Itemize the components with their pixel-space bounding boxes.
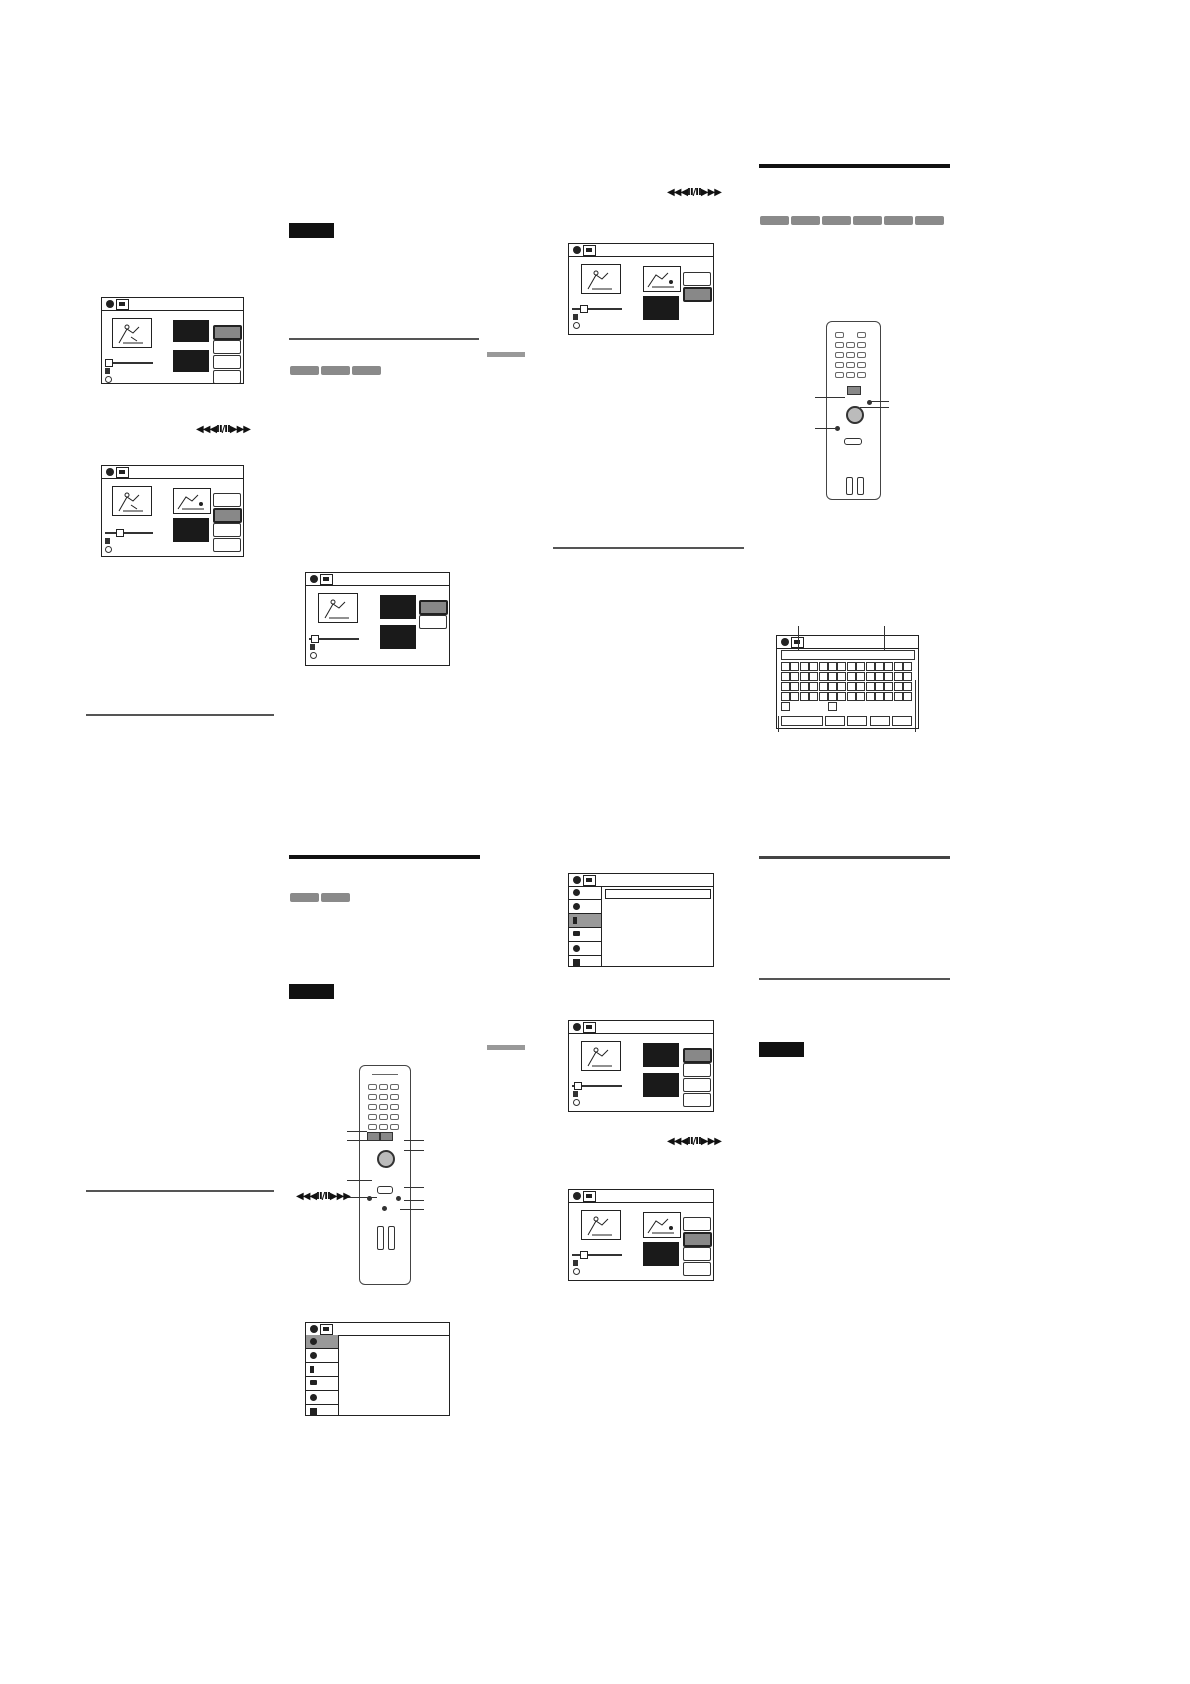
preview-thumbnail: [643, 1212, 681, 1238]
disc-type-badge: [290, 366, 319, 375]
screen-divide-3: [305, 572, 450, 666]
menu-item-edit[interactable]: [306, 1349, 339, 1363]
stop-icon: [573, 1091, 578, 1097]
character-key[interactable]: [809, 682, 818, 691]
note-label-box: [759, 1042, 804, 1057]
screen-header: [306, 573, 449, 586]
option-button[interactable]: [213, 493, 241, 507]
stop-icon: [573, 1260, 578, 1266]
option-button[interactable]: [213, 370, 241, 384]
menu-item-tray[interactable]: [306, 1377, 339, 1391]
option-button[interactable]: [213, 508, 242, 523]
character-key[interactable]: [781, 672, 790, 681]
timeline-marker[interactable]: [311, 635, 319, 643]
screen-header: [102, 298, 243, 311]
screen-header: [102, 466, 243, 479]
character-key[interactable]: [837, 692, 846, 701]
character-key[interactable]: [875, 662, 884, 671]
character-key[interactable]: [809, 692, 818, 701]
menu-item-settings[interactable]: [569, 942, 602, 956]
title-icon: [583, 875, 596, 886]
screen-divide-5: [568, 1020, 714, 1112]
option-button[interactable]: [683, 1063, 711, 1077]
disc-type-badge: [915, 216, 944, 225]
keyboard-function-button[interactable]: [781, 716, 823, 726]
section-rule: [759, 978, 950, 980]
timeline-marker[interactable]: [105, 359, 113, 367]
character-key[interactable]: [781, 662, 790, 671]
menu-item-settings[interactable]: [306, 1391, 339, 1405]
preview-thumbnail: [112, 318, 152, 348]
title-icon: [116, 299, 129, 310]
screen-header: [569, 1190, 713, 1203]
clock-icon: [573, 1268, 580, 1275]
disc-icon: [781, 638, 789, 646]
timeline-marker[interactable]: [580, 305, 588, 313]
character-key[interactable]: [884, 692, 893, 701]
character-key[interactable]: [790, 662, 799, 671]
option-button[interactable]: [683, 1232, 712, 1247]
character-key[interactable]: [781, 682, 790, 691]
option-button[interactable]: [683, 1078, 711, 1092]
character-key[interactable]: [819, 662, 828, 671]
disc-type-badge: [760, 216, 789, 225]
character-key[interactable]: [847, 682, 856, 691]
timeline-marker[interactable]: [580, 1251, 588, 1259]
character-key[interactable]: [894, 662, 903, 671]
character-key[interactable]: [894, 682, 903, 691]
menu-item-runner[interactable]: [306, 1363, 339, 1377]
clock-icon: [105, 546, 112, 553]
character-key[interactable]: [800, 682, 809, 691]
character-key[interactable]: [903, 692, 912, 701]
character-key[interactable]: [828, 702, 837, 711]
preview-thumbnail: [318, 593, 358, 623]
menu-item-runner[interactable]: [569, 914, 602, 928]
character-key[interactable]: [856, 672, 865, 681]
option-button[interactable]: [213, 538, 241, 552]
menu-item-edit[interactable]: [569, 900, 602, 914]
character-key[interactable]: [819, 672, 828, 681]
option-button[interactable]: [213, 355, 241, 369]
rew-ff-symbol: ◀◀◀Ⅱ/Ⅱ▶▶▶: [667, 1136, 721, 1147]
character-key[interactable]: [866, 682, 875, 691]
disc-icon: [310, 575, 318, 583]
menu-item-disc[interactable]: [569, 886, 602, 900]
character-key[interactable]: [875, 692, 884, 701]
rew-ff-symbol: ◀◀◀Ⅱ/Ⅱ▶▶▶: [296, 1191, 350, 1202]
stop-icon: [573, 314, 578, 320]
section-rule: [86, 1190, 274, 1192]
disc-icon: [310, 1325, 318, 1333]
option-button[interactable]: [213, 325, 242, 340]
character-key[interactable]: [790, 682, 799, 691]
character-key[interactable]: [828, 662, 837, 671]
preview-black: [643, 1242, 679, 1266]
screen-divide-4: [568, 243, 714, 335]
note-label-box: [289, 984, 334, 999]
disc-icon: [106, 300, 114, 308]
section-rule: [86, 714, 274, 716]
character-key[interactable]: [856, 682, 865, 691]
remote-control-illustration: [359, 1065, 411, 1285]
menu-item-tray[interactable]: [569, 928, 602, 942]
character-key[interactable]: [828, 682, 837, 691]
title-icon: [320, 1324, 333, 1335]
preview-thumbnail: [581, 264, 621, 294]
option-button[interactable]: [683, 1093, 711, 1107]
option-button[interactable]: [683, 1262, 711, 1276]
title-icon: [583, 1191, 596, 1202]
side-tab-marker: [487, 352, 525, 357]
character-key[interactable]: [837, 672, 846, 681]
section-heading-rule: [289, 855, 480, 859]
disc-type-badge: [321, 366, 350, 375]
character-key[interactable]: [866, 692, 875, 701]
character-key[interactable]: [809, 662, 818, 671]
section-rule: [289, 338, 479, 340]
note-label-box: [289, 223, 334, 238]
text-input-field[interactable]: [781, 650, 915, 660]
menu-item-disc[interactable]: [306, 1335, 339, 1349]
character-key[interactable]: [837, 662, 846, 671]
character-key[interactable]: [856, 692, 865, 701]
section-heading-rule: [759, 164, 950, 168]
option-button[interactable]: [683, 1217, 711, 1231]
character-key[interactable]: [884, 672, 893, 681]
section-rule: [759, 856, 950, 859]
preview-black: [643, 1073, 679, 1097]
title-icon: [320, 574, 333, 585]
character-key[interactable]: [819, 692, 828, 701]
preview-black: [380, 625, 416, 649]
menu-item-home[interactable]: [306, 1405, 339, 1416]
menu-item-home[interactable]: [569, 956, 602, 967]
keyboard-function-button[interactable]: [892, 716, 912, 726]
rew-ff-symbol: ◀◀◀Ⅱ/Ⅱ▶▶▶: [196, 424, 250, 435]
character-key[interactable]: [875, 672, 884, 681]
preview-black: [173, 518, 209, 542]
disc-icon: [573, 1192, 581, 1200]
preview-black: [643, 296, 679, 320]
character-key[interactable]: [884, 682, 893, 691]
disc-icon: [573, 246, 581, 254]
clock-icon: [573, 322, 580, 329]
preview-black: [643, 1043, 679, 1067]
disc-type-badge: [853, 216, 882, 225]
disc-type-badge: [352, 366, 381, 375]
timeline-bar[interactable]: [105, 532, 153, 534]
preview-black: [173, 350, 209, 372]
stop-icon: [310, 644, 315, 650]
character-key[interactable]: [884, 662, 893, 671]
character-key[interactable]: [819, 682, 828, 691]
title-icon: [583, 1022, 596, 1033]
preview-thumbnail: [581, 1041, 621, 1071]
disc-type-badge: [822, 216, 851, 225]
clock-icon: [573, 1099, 580, 1106]
character-key[interactable]: [828, 672, 837, 681]
title-icon: [116, 467, 129, 478]
preview-thumbnail: [643, 266, 681, 292]
character-key[interactable]: [800, 672, 809, 681]
option-button[interactable]: [683, 1048, 712, 1063]
timeline-marker[interactable]: [116, 529, 124, 537]
preview-black: [380, 595, 416, 619]
character-key[interactable]: [894, 692, 903, 701]
keyboard-function-button[interactable]: [847, 716, 867, 726]
title-icon: [583, 245, 596, 256]
rew-ff-symbol: ◀◀◀Ⅱ/Ⅱ▶▶▶: [667, 187, 721, 198]
character-key[interactable]: [866, 672, 875, 681]
disc-type-badge: [290, 893, 319, 902]
option-button[interactable]: [419, 600, 448, 615]
disc-type-badge: [791, 216, 820, 225]
character-key[interactable]: [809, 672, 818, 681]
option-button[interactable]: [683, 1247, 711, 1261]
character-key[interactable]: [903, 672, 912, 681]
stop-icon: [105, 368, 110, 374]
disc-icon: [573, 1023, 581, 1031]
screen-divide-6: [568, 1189, 714, 1281]
character-key[interactable]: [866, 662, 875, 671]
preview-thumbnail: [581, 1210, 621, 1240]
preview-thumbnail: [173, 488, 211, 514]
character-key[interactable]: [800, 692, 809, 701]
preview-thumbnail: [112, 486, 152, 516]
character-key[interactable]: [800, 662, 809, 671]
remote-control-illustration: [826, 321, 881, 500]
screen-menu-2: [568, 873, 714, 967]
clock-icon: [105, 376, 112, 383]
option-button[interactable]: [419, 615, 447, 629]
option-button[interactable]: [213, 523, 241, 537]
character-key[interactable]: [903, 662, 912, 671]
character-key[interactable]: [790, 692, 799, 701]
disc-icon: [106, 468, 114, 476]
character-key[interactable]: [856, 662, 865, 671]
section-rule: [553, 547, 744, 549]
clock-icon: [310, 652, 317, 659]
character-key[interactable]: [837, 682, 846, 691]
character-key[interactable]: [847, 692, 856, 701]
stop-icon: [105, 538, 110, 544]
screen-divide-1: [101, 297, 244, 384]
screen-header: [569, 1021, 713, 1034]
character-key[interactable]: [903, 682, 912, 691]
timeline-marker[interactable]: [574, 1082, 582, 1090]
character-key[interactable]: [828, 692, 837, 701]
character-grid[interactable]: [781, 662, 913, 712]
screen-menu-1: [305, 1322, 450, 1416]
option-button[interactable]: [683, 287, 712, 302]
option-button[interactable]: [683, 272, 711, 286]
disc-icon: [573, 876, 581, 884]
character-key[interactable]: [781, 702, 790, 711]
side-tab-marker: [487, 1045, 525, 1050]
keyboard-function-button[interactable]: [870, 716, 890, 726]
character-key[interactable]: [790, 672, 799, 681]
screen-divide-2: [101, 465, 244, 557]
menu-highlight-bar[interactable]: [605, 889, 711, 899]
character-key[interactable]: [781, 692, 790, 701]
character-key[interactable]: [894, 672, 903, 681]
disc-type-badge: [884, 216, 913, 225]
option-button[interactable]: [213, 340, 241, 354]
disc-type-badge: [321, 893, 350, 902]
screen-header: [569, 244, 713, 257]
preview-black: [173, 320, 209, 342]
character-key[interactable]: [847, 662, 856, 671]
keyboard-function-button[interactable]: [825, 716, 845, 726]
character-key[interactable]: [847, 672, 856, 681]
character-key[interactable]: [875, 682, 884, 691]
